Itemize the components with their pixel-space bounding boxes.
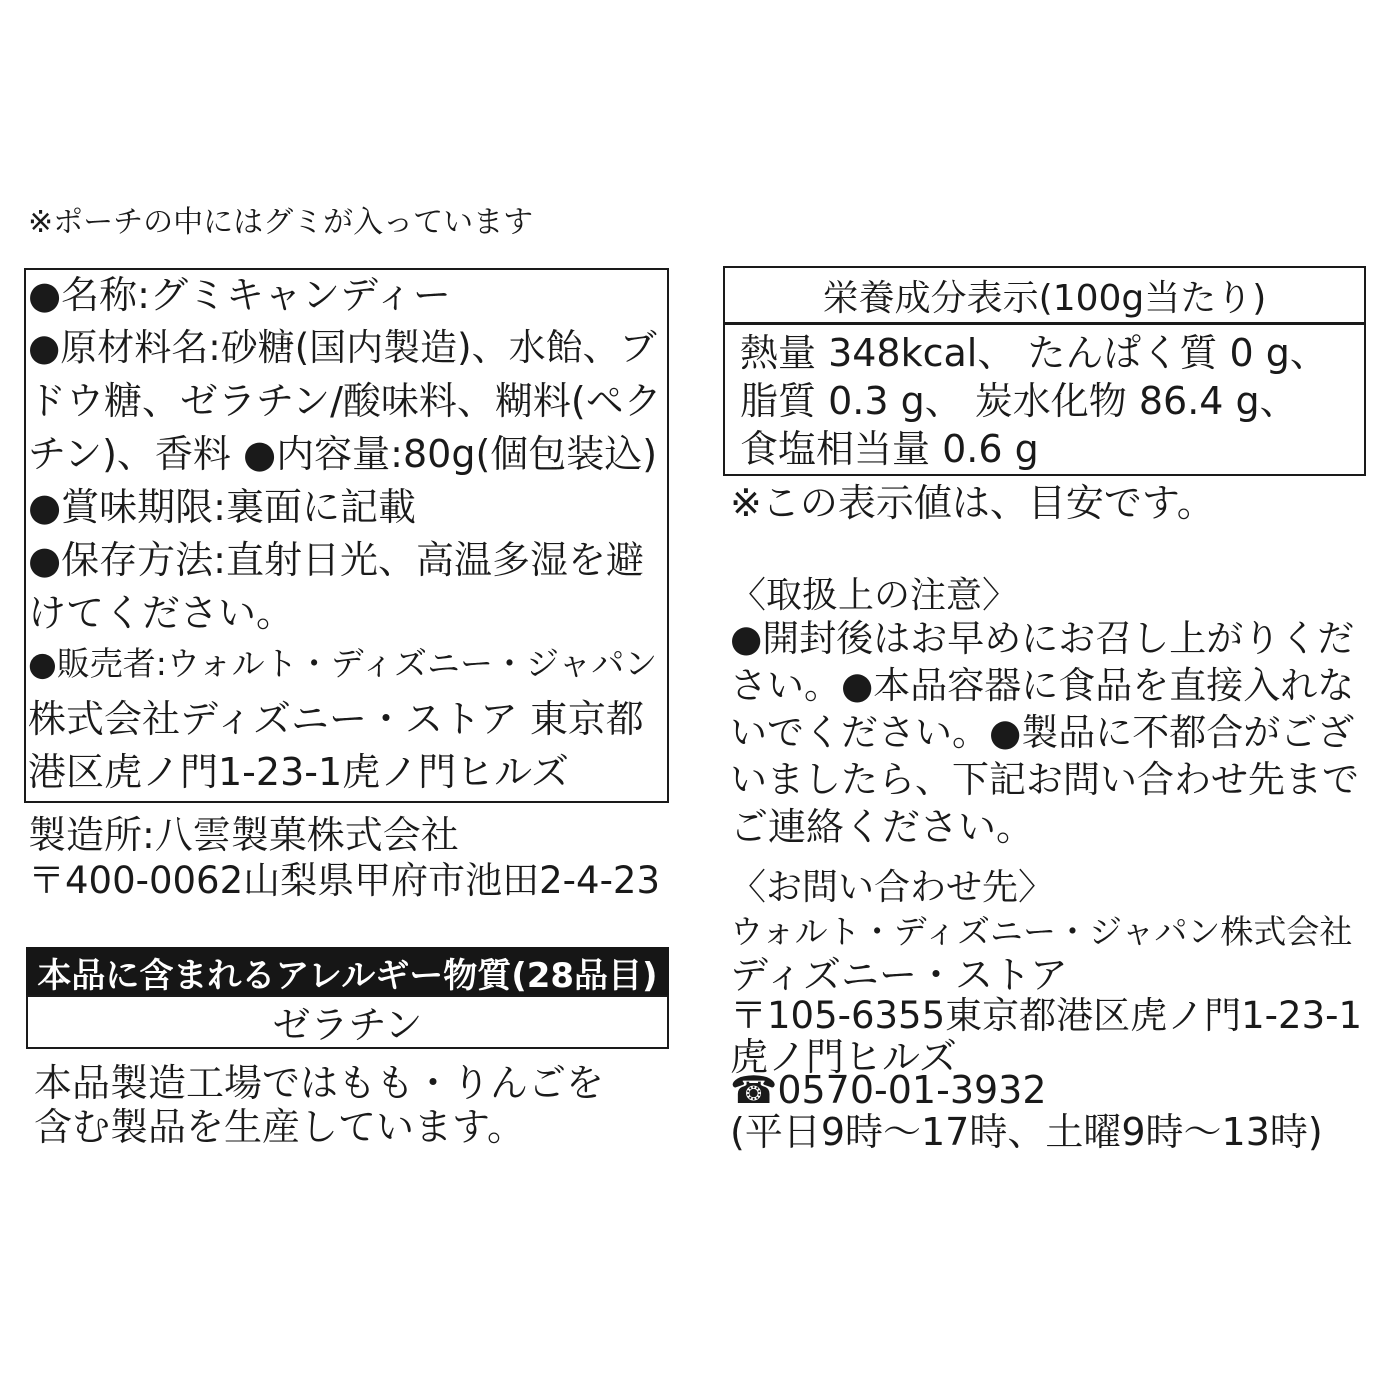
- handling-line-3: いでください。●製品に不都合がござ: [730, 711, 1355, 754]
- label-line-storage-1: ●保存方法:直射日光、高温多湿を避: [28, 538, 644, 582]
- contact-company: ウォルト・ディズニー・ジャパン株式会社: [730, 912, 1353, 951]
- label-line-ingredients-2: ドウ糖、ゼラチン/酸味料、糊料(ペク: [28, 379, 662, 423]
- factory-note-line-2: 含む製品を生産しています。: [34, 1105, 525, 1149]
- nutrition-line-energy: 熱量 348kcal、 たんぱく質 0 g、: [740, 331, 1328, 375]
- handling-line-2: さい。●本品容器に食品を直接入れな: [730, 664, 1355, 707]
- label-line-ingredients-1: ●原材料名:砂糖(国内製造)、水飴、ブ: [28, 326, 657, 369]
- nutrition-note: ※この表示値は、目安です。: [730, 481, 1215, 525]
- contact-store: ディズニー・ストア: [730, 953, 1068, 997]
- label-line-name: ●名称:グミキャンディー: [28, 273, 451, 317]
- label-line-seller-1: ●販売者:ウォルト・ディズニー・ジャパン: [28, 644, 658, 683]
- manufacturer-address: 〒400-0062山梨県甲府市池田2-4-23: [28, 859, 660, 902]
- contact-hours: (平日9時〜17時、土曜9時〜13時): [730, 1110, 1323, 1154]
- nutrition-line-salt: 食塩相当量 0.6 g: [740, 427, 1039, 471]
- contact-address-1: 〒105-6355東京都港区虎ノ門1-23-1: [730, 994, 1362, 1037]
- factory-note-line-1: 本品製造工場ではもも・りんごを: [34, 1061, 605, 1105]
- contact-phone: ☎0570-01-3932: [730, 1068, 1047, 1112]
- allergy-header: 本品に含まれるアレルギー物質(28品目): [26, 947, 669, 997]
- allergy-value: ゼラチン: [272, 1002, 423, 1047]
- label-line-storage-2: けてください。: [28, 591, 295, 635]
- nutrition-header: 栄養成分表示(100g当たり): [822, 277, 1267, 319]
- nutrition-divider: [723, 322, 1366, 325]
- handling-line-4: いましたら、下記お問い合わせ先まで: [730, 758, 1359, 801]
- label-line-ingredients-3: チン)、香料 ●内容量:80g(個包装込): [28, 432, 658, 476]
- handling-line-5: ご連絡ください。: [730, 805, 1035, 849]
- handling-title: 〈取扱上の注意〉: [730, 575, 1019, 616]
- nutrition-line-fat: 脂質 0.3 g、 炭水化物 86.4 g、: [740, 379, 1298, 423]
- label-line-seller-2: 株式会社ディズニー・ストア 東京都: [28, 697, 644, 741]
- contact-address-2: 虎ノ門ヒルズ: [730, 1035, 957, 1079]
- handling-line-1: ●開封後はお早めにお召し上がりくだ: [730, 617, 1355, 660]
- contact-title: 〈お問い合わせ先〉: [730, 867, 1055, 908]
- manufacturer-name: 製造所:八雲製菓株式会社: [28, 813, 459, 857]
- label-line-best-before: ●賞味期限:裏面に記載: [28, 485, 416, 529]
- pouch-note: ※ポーチの中にはグミが入っています: [28, 205, 534, 240]
- label-line-seller-3: 港区虎ノ門1-23-1虎ノ門ヒルズ: [28, 750, 569, 794]
